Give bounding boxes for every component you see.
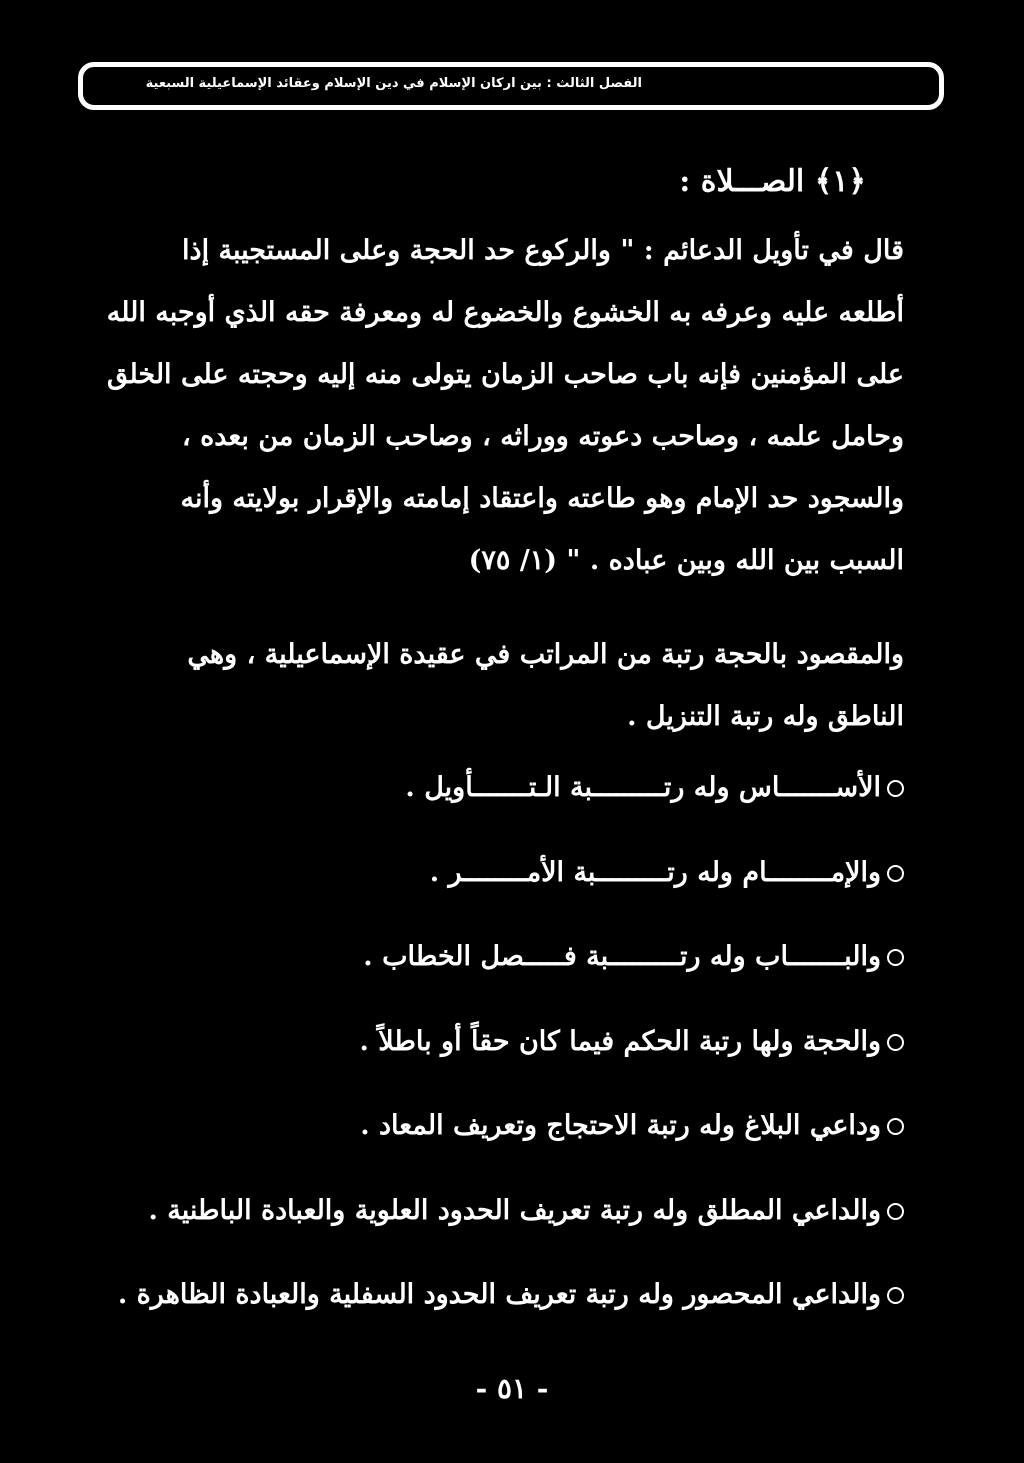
paragraph-line: الناطق وله رتبة التنزيل . [627, 701, 904, 732]
list-item: وداعي البلاغ وله رتبة الاحتجاج وتعريف المعاد . [114, 1098, 904, 1183]
page-number: - ٥١ - [475, 1372, 549, 1405]
list-item: والداعي المحصور وله رتبة تعريف الحدود السفلية والعبادة الظاهرة . [114, 1267, 904, 1352]
circle-bullet-icon [887, 1203, 904, 1220]
ranks-list [114, 760, 904, 1352]
paragraph-explanation [114, 624, 904, 748]
paragraph-line: أطلعه عليه وعرفه به الخشوع والخضوع له ومعرفة حقه الذي أوجبه الله [106, 297, 904, 328]
paragraph-line: وحامل علمه ، وصاحب دعوته ووراثه ، وصاحب الزمان من بعده ، [181, 421, 904, 452]
circle-bullet-icon [887, 949, 904, 966]
circle-bullet-icon [887, 865, 904, 882]
list-item: والبـــــــاب وله رتـــــــــبة فـــــصل الخطاب . [114, 929, 904, 1014]
paragraph-quote [106, 220, 904, 592]
circle-bullet-icon [887, 1118, 904, 1135]
paragraph-line: قال في تأويل الدعائم : " والركوع حد الحجة وعلى المستجيبة إذا [182, 235, 904, 266]
paragraph-line: السبب بين الله وبين عباده . " (١/ ٧٥) [468, 545, 904, 576]
paragraph-line: والسجود حد الإمام وهو طاعته واعتقاد إمامته والإقرار بولايته وأنه [180, 483, 904, 514]
list-item: والإمــــــــام وله رتـــــــــبة الأمــــــــر . [114, 845, 904, 930]
list-item: والحجة ولها رتبة الحكم فيما كان حقاً أو باطلاً . [114, 1014, 904, 1099]
paragraph-line: والمقصود بالحجة رتبة من المراتب في عقيدة الإسماعيلية ، وهي [187, 639, 904, 670]
header-title: الفصل الثالث : بين اركان الإسلام في دين الإسلام وعقائد الإسماعيلية السبعية [145, 76, 642, 91]
circle-bullet-icon [887, 780, 904, 797]
circle-bullet-icon [887, 1287, 904, 1304]
list-item: والداعي المطلق وله رتبة تعريف الحدود العلوية والعبادة الباطنية . [114, 1183, 904, 1268]
list-item: الأســـــــاس وله رتـــــــــبة الـتـــــــأويل . [114, 760, 904, 845]
section-heading: ﴿١﴾ الصـــلاة : [679, 164, 866, 199]
paragraph-line: على المؤمنين فإنه باب صاحب الزمان يتولى منه إليه وحجته على الخلق [106, 359, 904, 390]
circle-bullet-icon [887, 1034, 904, 1051]
